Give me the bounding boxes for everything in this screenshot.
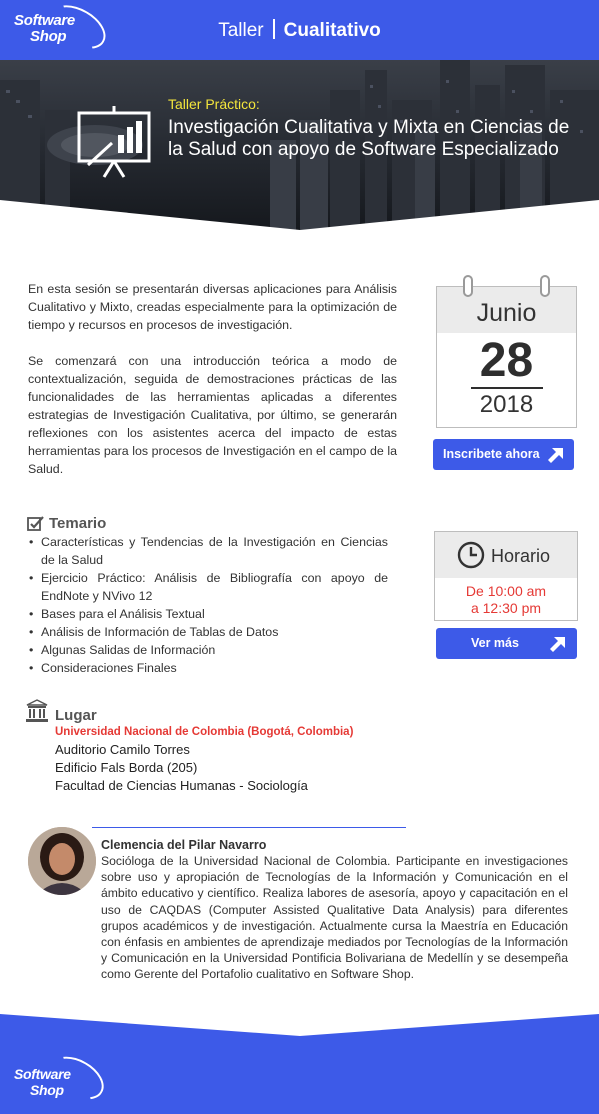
- schedule-time: [435, 578, 577, 617]
- intro-paragraph-1: En esta sesión se presentarán diversas aplicaciones para Análisis Cualitativo y Mixto, creadas especialmente para la optimización de tiempo y recursos en procesos de investigación.: [28, 282, 397, 332]
- speaker-bio: Socióloga de la Universidad Nacional de Colombia. Participante en investigaciones sobre uso y apropiación de Tecnologías de la Información y Comunicación en el ámbito educativo y científico. Realiza labores de asesoría, apoyo y capacitación en el uso de CAQDAS (Computer Assisted Qualitative Data Analysis) para diferentes grupos académicos y de investigación. Actualmente cursa la Maestría en Educación con énfasis en ambientes de aprendizaje mediados por Tecnologías de la Información y Comunicación en la Universidad Pontificia Bolivariana de Medellín y se desempeña como Gerente del Portafolio cualitativo en Software Shop.: [101, 854, 568, 982]
- see-more-button[interactable]: [436, 628, 577, 659]
- venue-university: Universidad Nacional de Colombia (Bogotá, Colombia): [55, 726, 354, 738]
- schedule-start: De 10:00 am: [465, 583, 547, 599]
- header-divider: [273, 19, 275, 39]
- calendar-divider: [471, 387, 543, 389]
- arrow-up-right-icon: [550, 636, 566, 652]
- speaker-name: Clemencia del Pilar Navarro: [101, 838, 267, 852]
- register-button-label: Inscribete ahora: [443, 447, 540, 461]
- temario-item: • Características y Tendencias de la Investigación en Ciencias de la Salud: [28, 533, 388, 569]
- header-title: [0, 19, 599, 42]
- venue-faculty: Facultad de Ciencias Humanas - Sociología: [55, 778, 308, 793]
- date-calendar: [436, 286, 577, 428]
- register-button[interactable]: [433, 439, 574, 470]
- logo-word-software: Software: [14, 12, 75, 29]
- intro-text: [28, 280, 397, 478]
- footer-logo-word-software: Software: [14, 1066, 71, 1082]
- see-more-button-label: Ver más: [471, 636, 519, 650]
- clock-icon: [457, 541, 485, 569]
- speaker-divider: [92, 827, 406, 828]
- intro-paragraph-2: Se comenzará con una introducción teórica a modo de contextualización, seguida de demostraciones prácticas de las funcionalidades de las herramientas aplicadas a diferentes estrategias de Investigación Cualitativa, por último, se generarán reflexiones con los asistentes acerca del impacto de estas herramientas para los procesos de Investigación en el campo de la Salud.: [28, 354, 397, 476]
- venue-auditorium: Auditorio Camilo Torres: [55, 742, 190, 757]
- arrow-up-right-icon: [548, 447, 564, 463]
- venue-building: Edificio Fals Borda (205): [55, 760, 198, 775]
- temario-item: • Análisis de Información de Tablas de Datos: [28, 623, 388, 641]
- calendar-year: 2018: [479, 391, 534, 418]
- hero-title: Investigación Cualitativa y Mixta en Ciencias de la Salud con apoyo de Software Especializado: [168, 117, 570, 160]
- speaker-avatar: [28, 827, 96, 895]
- schedule-end: a 12:30 pm: [470, 600, 542, 616]
- schedule-box: [434, 531, 578, 621]
- temario-item: • Bases para el Análisis Textual: [28, 605, 388, 623]
- temario-list: [28, 533, 388, 677]
- logo-word-shop: Shop: [30, 28, 67, 45]
- calendar-ring-icon: [540, 275, 550, 297]
- speaker-photo: [28, 827, 96, 895]
- calendar-ring-icon: [463, 275, 473, 297]
- temario-item: • Algunas Salidas de Información: [28, 641, 388, 659]
- schedule-header: [435, 532, 577, 578]
- hero-subtitle: Taller Práctico:: [168, 96, 260, 112]
- checkbox-icon: [27, 515, 44, 531]
- footer-software-shop-logo[interactable]: [14, 1066, 71, 1098]
- presentation-chart-icon: [74, 103, 154, 183]
- temario-item: • Consideraciones Finales: [28, 659, 388, 677]
- header-title-bold: Cualitativo: [283, 20, 381, 41]
- building-icon: [25, 699, 49, 723]
- calendar-day: 28: [479, 334, 534, 387]
- schedule-heading: Horario: [491, 546, 551, 566]
- temario-heading: Temario: [49, 515, 107, 532]
- temario-item: • Ejercicio Práctico: Análisis de Bibliografía con apoyo de EndNote y NVivo 12: [28, 569, 388, 605]
- lugar-heading: Lugar: [55, 707, 97, 724]
- footer-logo-word-shop: Shop: [30, 1082, 64, 1098]
- calendar-month: Junio: [437, 287, 576, 333]
- header-title-light: Taller: [218, 20, 264, 41]
